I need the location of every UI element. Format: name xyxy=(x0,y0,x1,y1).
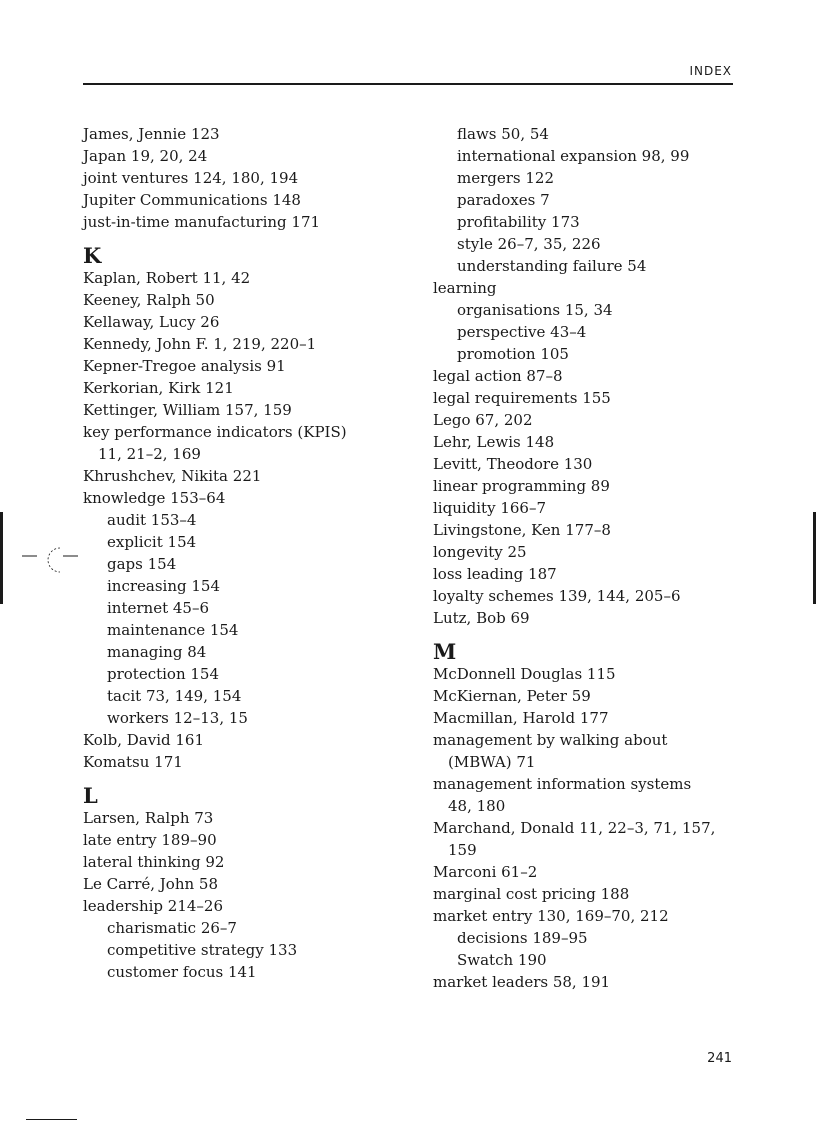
index-entry xyxy=(433,971,778,993)
index-subentry xyxy=(433,167,778,189)
index-entry-text: linear programming 89 xyxy=(433,477,610,495)
index-entry xyxy=(433,453,778,475)
index-entry-text: leadership 214–26 xyxy=(83,897,224,915)
index-entry xyxy=(433,773,778,817)
index-entry-text: organisations 15, 34 xyxy=(457,301,613,319)
index-entry xyxy=(83,465,428,487)
index-subentry xyxy=(83,685,428,707)
index-subentry xyxy=(433,211,778,233)
index-entry xyxy=(433,607,778,629)
index-subentry xyxy=(433,189,778,211)
index-entry-text: lateral thinking 92 xyxy=(83,853,225,871)
index-subentry xyxy=(433,233,778,255)
index-entry xyxy=(433,277,778,299)
index-entry-text: just-in-time manufacturing 171 xyxy=(83,213,321,231)
index-entry-text: promotion 105 xyxy=(457,345,569,363)
index-entry xyxy=(83,751,428,773)
index-entry-text: management information systems xyxy=(433,775,692,793)
index-subentry xyxy=(83,939,428,961)
index-subentry xyxy=(83,575,428,597)
index-entry-text: liquidity 166–7 xyxy=(433,499,546,517)
index-entry-text: flaws 50, 54 xyxy=(457,125,549,143)
index-entry-text: audit 153–4 xyxy=(107,511,197,529)
index-column-left xyxy=(83,123,428,983)
index-entry-text: paradoxes 7 xyxy=(457,191,550,209)
header-rule xyxy=(83,83,733,85)
index-entry-text: Levitt, Theodore 130 xyxy=(433,455,593,473)
index-entry-text: managing 84 xyxy=(107,643,207,661)
index-subentry xyxy=(83,707,428,729)
index-entry-text: workers 12–13, 15 xyxy=(107,709,248,727)
index-entry-text: knowledge 153–64 xyxy=(83,489,226,507)
index-entry xyxy=(433,883,778,905)
crop-mark-bottom xyxy=(26,1119,77,1120)
index-entry xyxy=(83,895,428,917)
index-entry-text: Kennedy, John F. 1, 219, 220–1 xyxy=(83,335,317,353)
index-subentry xyxy=(83,641,428,663)
index-entry xyxy=(83,289,428,311)
index-entry-text: Kepner-Tregoe analysis 91 xyxy=(83,357,286,375)
index-entry-text: Kellaway, Lucy 26 xyxy=(83,313,220,331)
index-entry-continuation: 11, 21–2, 169 xyxy=(98,445,201,463)
registration-mark-icon xyxy=(22,545,78,575)
index-entry-text: James, Jennie 123 xyxy=(83,125,220,143)
index-subentry xyxy=(83,619,428,641)
index-entry-text: customer focus 141 xyxy=(107,963,257,981)
index-subentry xyxy=(83,509,428,531)
index-entry xyxy=(83,873,428,895)
index-entry xyxy=(433,707,778,729)
index-subentry xyxy=(433,949,778,971)
index-entry-text: mergers 122 xyxy=(457,169,555,187)
index-subentry xyxy=(83,961,428,983)
index-entry-text: international expansion 98, 99 xyxy=(457,147,690,165)
index-entry xyxy=(433,387,778,409)
index-entry xyxy=(83,189,428,211)
index-entry xyxy=(433,541,778,563)
index-entry-text: perspective 43–4 xyxy=(457,323,587,341)
index-entry-text: gaps 154 xyxy=(107,555,177,573)
index-entry xyxy=(83,829,428,851)
index-entry-text: learning xyxy=(433,279,497,297)
index-entry xyxy=(83,167,428,189)
index-entry-text: Lehr, Lewis 148 xyxy=(433,433,555,451)
index-entry-text: Kolb, David 161 xyxy=(83,731,205,749)
index-entry xyxy=(83,311,428,333)
index-entry-text: explicit 154 xyxy=(107,533,197,551)
index-entry-text: Marconi 61–2 xyxy=(433,863,538,881)
index-entry-text: Lego 67, 202 xyxy=(433,411,533,429)
index-entry-text: legal action 87–8 xyxy=(433,367,563,385)
index-subentry xyxy=(433,321,778,343)
index-entry xyxy=(433,563,778,585)
index-entry xyxy=(83,807,428,829)
index-entry-text: style 26–7, 35, 226 xyxy=(457,235,601,253)
index-entry-text: Macmillan, Harold 177 xyxy=(433,709,609,727)
index-entry-text: McDonnell Douglas 115 xyxy=(433,665,616,683)
index-column-right xyxy=(433,123,778,993)
index-entry-text: Larsen, Ralph 73 xyxy=(83,809,214,827)
index-subentry xyxy=(83,917,428,939)
index-entry xyxy=(433,905,778,927)
index-entry-text: management by walking about xyxy=(433,731,668,749)
index-entry-text: Kettinger, William 157, 159 xyxy=(83,401,292,419)
index-section-letter: M xyxy=(433,639,457,664)
index-subentry xyxy=(433,123,778,145)
index-entry xyxy=(83,333,428,355)
index-entry-text: Kerkorian, Kirk 121 xyxy=(83,379,234,397)
crop-mark-left xyxy=(0,512,3,604)
index-entry-text: Lutz, Bob 69 xyxy=(433,609,530,627)
index-entry xyxy=(83,145,428,167)
index-entry-text: Komatsu 171 xyxy=(83,753,183,771)
index-entry-text: charismatic 26–7 xyxy=(107,919,237,937)
index-entry-text: competitive strategy 133 xyxy=(107,941,298,959)
index-entry-text: profitability 173 xyxy=(457,213,580,231)
index-entry xyxy=(83,377,428,399)
index-entry-text: tacit 73, 149, 154 xyxy=(107,687,242,705)
index-section-letter: K xyxy=(83,243,102,268)
index-entry-text: market leaders 58, 191 xyxy=(433,973,611,991)
index-entry xyxy=(83,355,428,377)
index-entry-text: protection 154 xyxy=(107,665,220,683)
index-entry xyxy=(83,729,428,751)
index-entry-continuation: 48, 180 xyxy=(448,797,506,815)
index-entry xyxy=(433,519,778,541)
index-subentry xyxy=(83,663,428,685)
index-entry xyxy=(83,211,428,233)
index-subentry xyxy=(433,255,778,277)
index-entry-text: loss leading 187 xyxy=(433,565,557,583)
index-subentry xyxy=(433,299,778,321)
index-entry-text: Swatch 190 xyxy=(457,951,547,969)
index-entry xyxy=(433,585,778,607)
index-entry-text: longevity 25 xyxy=(433,543,527,561)
index-entry xyxy=(433,663,778,685)
index-subentry xyxy=(433,927,778,949)
index-entry-text: understanding failure 54 xyxy=(457,257,647,275)
index-entry-text: Khrushchev, Nikita 221 xyxy=(83,467,262,485)
index-entry xyxy=(433,431,778,453)
index-entry-text: joint ventures 124, 180, 194 xyxy=(83,169,299,187)
index-entry-continuation: (MBWA) 71 xyxy=(448,753,536,771)
index-entry xyxy=(83,421,428,465)
index-entry xyxy=(83,487,428,509)
index-entry-text: McKiernan, Peter 59 xyxy=(433,687,591,705)
index-subentry xyxy=(83,597,428,619)
index-entry xyxy=(433,729,778,773)
index-entry-text: maintenance 154 xyxy=(107,621,239,639)
page-number: 241 xyxy=(707,1051,732,1066)
index-entry-text: legal requirements 155 xyxy=(433,389,611,407)
index-entry xyxy=(83,123,428,145)
index-entry-text: loyalty schemes 139, 144, 205–6 xyxy=(433,587,681,605)
index-entry-text: marginal cost pricing 188 xyxy=(433,885,630,903)
index-entry-continuation: 159 xyxy=(448,841,477,859)
index-subentry xyxy=(83,531,428,553)
index-subentry xyxy=(83,553,428,575)
index-entry xyxy=(433,861,778,883)
index-entry-text: decisions 189–95 xyxy=(457,929,588,947)
index-entry-text: Marchand, Donald 11, 22–3, 71, 157, xyxy=(433,819,716,837)
index-entry-text: Le Carré, John 58 xyxy=(83,875,218,893)
index-entry xyxy=(433,497,778,519)
index-section-letter: L xyxy=(83,783,98,808)
index-entry-text: Jupiter Communications 148 xyxy=(83,191,301,209)
index-subentry xyxy=(433,145,778,167)
running-head: INDEX xyxy=(689,64,732,78)
index-entry-text: late entry 189–90 xyxy=(83,831,217,849)
index-entry xyxy=(83,267,428,289)
index-entry xyxy=(83,399,428,421)
index-entry xyxy=(433,409,778,431)
index-entry-text: Livingstone, Ken 177–8 xyxy=(433,521,611,539)
index-entry-text: key performance indicators (KPIS) xyxy=(83,423,347,441)
index-entry xyxy=(433,475,778,497)
index-entry-text: market entry 130, 169–70, 212 xyxy=(433,907,669,925)
index-entry xyxy=(433,365,778,387)
index-entry xyxy=(83,851,428,873)
index-entry-text: internet 45–6 xyxy=(107,599,209,617)
index-entry xyxy=(433,685,778,707)
index-entry-text: Kaplan, Robert 11, 42 xyxy=(83,269,251,287)
index-entry-text: increasing 154 xyxy=(107,577,221,595)
index-entry-text: Keeney, Ralph 50 xyxy=(83,291,215,309)
index-subentry xyxy=(433,343,778,365)
index-entry-text: Japan 19, 20, 24 xyxy=(83,147,208,165)
index-entry xyxy=(433,817,778,861)
